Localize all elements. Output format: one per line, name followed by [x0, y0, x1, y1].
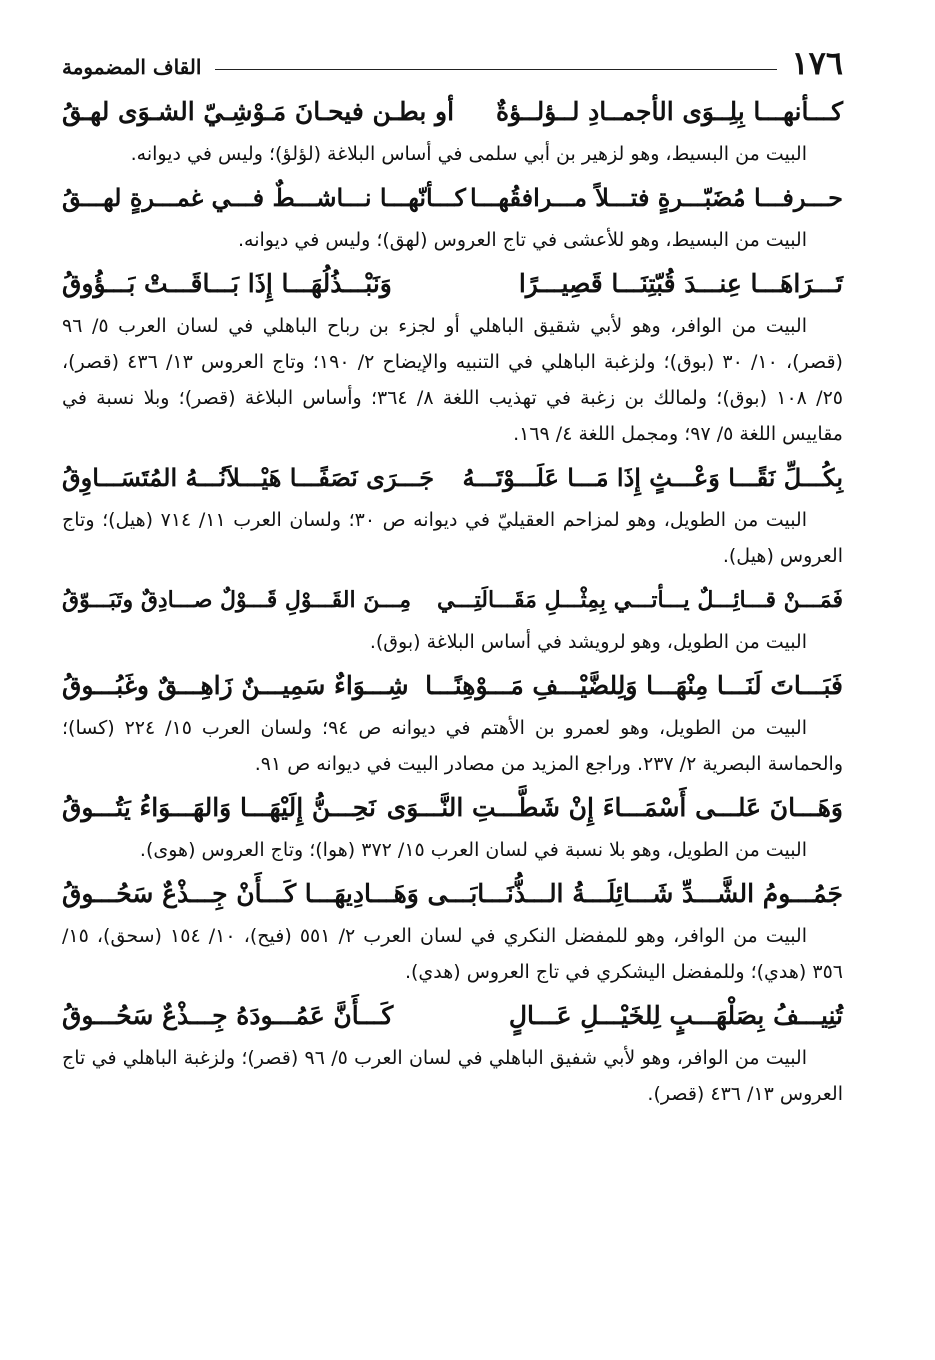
page-number: ١٧٦: [791, 44, 843, 82]
running-title: القاف المضمومة: [62, 55, 202, 79]
verse-line: [62, 788, 843, 832]
source-note: البيت من الوافر، وهو لأبي شقيق الباهلي أو لجزء بن رباح الباهلي في لسان العرب ٥/ ٩٦ (قصر)، ١٠/ ٣٠ (بوق)؛ ولزغبة الباهلي في التنبيه والإيضاح ٢/ ١٩٠؛ وتاج العروس ١٣/ ٤٣٦ (قصر)، ٢٥/ ١٠٨ (بوق)؛ ولمالك بن زغبة في تهذيب اللغة ٨/ ٣٦٤؛ وأساس البلاغة (قصر)؛ وبلا نسبة في مقاييس اللغة ٥/ ٩٧؛ ومجمل اللغة ٤/ ١٦٩.: [62, 315, 843, 445]
second-hemistich: وَنَبْـــذُلُهَـــا إِذَا بَـــاقَـــتْ بَـــؤُوقُ: [62, 269, 392, 298]
first-hemistich: فَمَـــنْ قـــائِـــلٌ يـــأتـــي بِمِثْـــلِ مَقَـــالَتِـــي: [436, 587, 843, 613]
entry: [62, 580, 843, 660]
entry: [62, 92, 843, 172]
second-hemistich: مِـــنَ القَـــوْلِ قَـــوْلٌ صـــادِقٌ وتَبَـــوّقُ: [62, 587, 412, 613]
verse-line: [62, 264, 843, 308]
first-hemistich: بِكُـــلِّ نَقًـــا وَعْـــثٍ إِذَا مَـــا عَلَـــوْتَـــهُ: [462, 463, 843, 492]
first-hemistich: وَهَـــانَ عَلـــى أَسْمَـــاءَ إِنْ شَطَّـــتِ النَّـــوَى: [386, 793, 843, 822]
entry: [62, 178, 843, 258]
first-hemistich: تُنِيـــفُ بِصَلْهَـــبٍ لِلخَيْـــلِ عَـــالٍ: [508, 1001, 843, 1030]
second-hemistich: أو بطـن فيحـانَ مَـوْشِـيّ الشـوَى لهـقُ: [62, 97, 455, 126]
verse-line: [62, 666, 843, 710]
verse-line: [62, 178, 843, 222]
source-note: البيت من البسيط، وهو للأعشى في تاج العروس (لهق)؛ وليس في ديوانه.: [238, 229, 807, 251]
entries-list: [62, 92, 843, 1118]
second-hemistich: جَـــرَى نَصَفًـــا هَيْـــلاَنُـــهُ المُتَسَـــاوِقُ: [62, 463, 435, 492]
second-hemistich: كـــأنّهـــا نـــاشـــطٌ فـــي غمـــرةٍ لهـــقُ: [62, 183, 466, 212]
source-note: البيت من الطويل، وهو لمزاحم العقيليّ في ديوانه ص ٣٠؛ ولسان العرب ١١/ ٧١٤ (هيل)؛ وتاج العروس (هيل).: [62, 509, 843, 567]
first-hemistich: حـــرفـــا مُضَبّـــرةٍ فتـــلاً مـــرافقُهـــا: [469, 183, 843, 212]
source-note: البيت من البسيط، وهو لزهير بن أبي سلمى في أساس البلاغة (لؤلؤ)؛ وليس في ديوانه.: [130, 143, 807, 165]
entry: [62, 264, 843, 452]
source-note: البيت من الوافر، وهو لأبي شفيق الباهلي في لسان العرب ٥/ ٩٦ (قصر)؛ ولزغبة الباهلي في تاج العروس ١٣/ ٤٣٦ (قصر).: [62, 1047, 843, 1105]
verse-line: [62, 458, 843, 502]
verse-line: [62, 92, 843, 136]
source-note: البيت من الطويل، وهو لرويشد في أساس البلاغة (بوق).: [369, 631, 807, 653]
verse-line: [62, 874, 843, 918]
first-hemistich: جَمُـــومُ الشَّـــدِّ شَـــائِلَـــةُ الـــذُّنَـــابَـــى: [427, 879, 843, 908]
source-note: البيت من الوافر، وهو للمفضل النكري في لسان العرب ٢/ ٥٥١ (فيح)، ١٠/ ١٥٤ (سحق)، ١٥/ ٣٥٦ (هدي)؛ وللمفضل اليشكري في تاج العروس (هدي).: [62, 925, 843, 983]
entry: [62, 666, 843, 782]
source-note: البيت من الطويل، وهو لعمرو بن الأهتم في ديوانه ص ٩٤؛ ولسان العرب ١٥/ ٢٢٤ (كسا)؛ والحماسة البصرية ٢/ ٢٣٧. وراجع المزيد من مصادر البيت في ديوانه ص ٩١.: [62, 717, 843, 775]
second-hemistich: شِـــوَاءٌ سَمِيـــنٌ زَاهِـــقٌ وغَبُـــوقُ: [62, 671, 409, 700]
verse-line: [62, 580, 843, 624]
second-hemistich: نَحِـــنُّ إِلَيْهَـــا وَالهَـــوَاءُ يَتُـــوقُ: [62, 793, 376, 822]
entry: [62, 788, 843, 868]
first-hemistich: تَـــرَاهَـــا عِنـــدَ قُبّتِنَـــا قَصِيـــرًا: [518, 269, 843, 298]
header-rule: [215, 69, 777, 70]
first-hemistich: كـــأنهـــا بِلِــوَى الأجمــادِ لــؤلــؤةٌ: [496, 97, 843, 126]
entry: [62, 996, 843, 1112]
first-hemistich: فَبَـــاتَ لَنَـــا مِنْهَـــا وَلِلضَّيْـــفِ مَـــوْهِنًـــا: [425, 671, 843, 700]
second-hemistich: وَهَـــادِيهَـــا كَـــأَنْ جِـــذْعٌ سَحُـــوقُ: [62, 879, 419, 908]
second-hemistich: كَـــأَنَّ عَمُـــودَهُ جِـــذْعٌ سَحُـــوقُ: [62, 1001, 394, 1030]
source-note: البيت من الطويل، وهو بلا نسبة في لسان العرب ١٥/ ٣٧٢ (هوا)؛ وتاج العروس (هوى).: [139, 839, 807, 861]
page-header: [62, 40, 843, 80]
verse-line: [62, 996, 843, 1040]
entry: [62, 874, 843, 990]
entry: [62, 458, 843, 574]
